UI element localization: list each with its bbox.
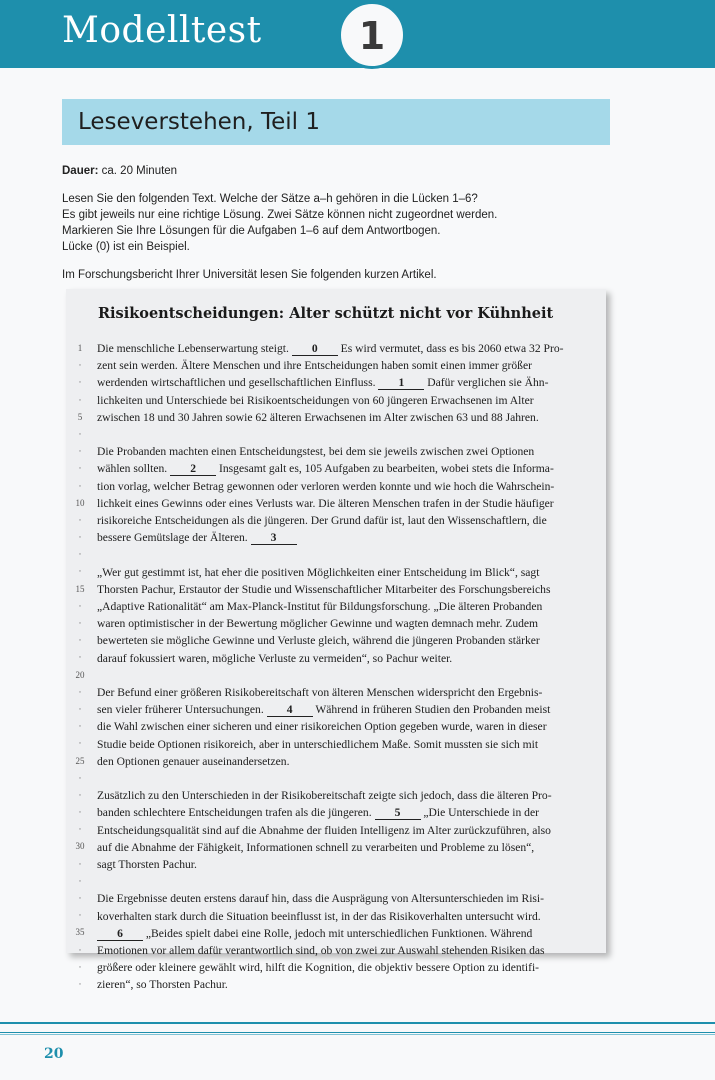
article-paragraph <box>97 340 581 426</box>
text-segment: sen vieler früherer Untersuchungen. <box>97 703 267 717</box>
line-number: · <box>78 721 82 732</box>
text-segment: den Optionen genauer auseinandersetzen. <box>97 754 290 768</box>
line-number: · <box>78 875 82 886</box>
text-segment: wählen sollten. <box>97 462 171 476</box>
gap-blank: 0 <box>292 342 338 356</box>
article-line <box>97 839 581 856</box>
article-line <box>97 632 581 649</box>
text-segment: Der Befund einer größeren Risikobereitschaft von älteren Menschen widerspricht den Ergebnis- <box>97 686 543 700</box>
article-paragraph <box>97 564 581 667</box>
line-number: · <box>78 394 82 405</box>
line-number: · <box>78 463 82 474</box>
article-line <box>97 684 581 701</box>
line-number: 1 <box>77 343 83 353</box>
article-line <box>97 822 581 839</box>
article-line <box>97 753 581 770</box>
line-number: · <box>78 635 82 646</box>
text-segment: „Adaptive Rationalität“ am Max-Planck-Institut für Bildungsforschung. „Die älteren Probanden <box>97 600 543 614</box>
article-line <box>97 856 581 873</box>
gap-blank: 2 <box>170 462 216 476</box>
section-title: Leseverstehen, Teil 1 <box>78 109 321 135</box>
context-line: Im Forschungsbericht Ihrer Universität lesen Sie folgenden kurzen Artikel. <box>62 269 437 281</box>
line-number: 20 <box>75 669 85 680</box>
article-line <box>97 340 581 357</box>
article-line <box>97 650 581 667</box>
line-number: · <box>78 360 82 371</box>
article-paragraph <box>97 890 581 993</box>
line-number: · <box>78 566 82 577</box>
article-line <box>97 615 581 632</box>
text-segment: tion vorlag, welcher Betrag gewonnen oder verloren werden konnte und wie hoch die Wahrschein- <box>97 479 555 493</box>
article-line <box>97 443 581 460</box>
text-segment: risikoreiche Entscheidungen als die jüngeren. Der Grund dafür ist, laut den Wissenschaftlern, die <box>97 514 547 528</box>
article-body <box>97 340 581 1011</box>
test-number-badge: 1 <box>338 1 406 69</box>
article-line <box>97 908 581 925</box>
page-number: 20 <box>44 1046 64 1062</box>
line-number: · <box>78 446 82 457</box>
line-number: · <box>78 910 82 921</box>
gap-blank: 1 <box>378 376 424 390</box>
article-paragraph <box>97 443 581 546</box>
line-number: · <box>78 480 82 491</box>
text-segment: zwischen 18 und 30 Jahren sowie 62 älteren Erwachsenen im Alter zwischen 63 und 88 Jahren. <box>97 410 539 424</box>
article-paragraph <box>97 684 581 770</box>
article-line <box>97 804 581 821</box>
text-segment: Die Ergebnisse deuten erstens darauf hin, dass die Ausprägung von Altersunterschieden im Risi- <box>97 892 545 906</box>
text-segment: lichkeiten und Unterschiede bei Risikoentscheidungen von 60 jüngeren Erwachsenen im Alter <box>97 393 534 407</box>
text-segment: bewerteten sie mögliche Gewinne und Verluste gleich, während die jüngeren Probanden stärker <box>97 634 540 648</box>
text-segment: Zusätzlich zu den Unterschieden in der Risikobereitschaft zeigte sich jedoch, dass die älteren Pro- <box>97 789 552 803</box>
article-line <box>97 959 581 976</box>
text-segment: „Beides spielt dabei eine Rolle, jedoch mit unterschiedlichen Funktionen. Während <box>143 926 533 940</box>
line-number: · <box>78 377 82 388</box>
line-numbers <box>70 340 90 993</box>
page-title: Modelltest <box>62 10 262 51</box>
article-line <box>97 598 581 615</box>
line-number: · <box>78 858 82 869</box>
article-line <box>97 976 581 993</box>
line-number: · <box>78 686 82 697</box>
line-number: 15 <box>75 583 85 594</box>
article-line <box>97 736 581 753</box>
article-line <box>97 460 581 477</box>
article-line <box>97 478 581 495</box>
instruction-line: Lesen Sie den folgenden Text. Welche der Sätze a–h gehören in die Lücken 1–6? <box>62 193 478 205</box>
article-line <box>97 787 581 804</box>
article-line <box>97 718 581 735</box>
text-segment: Insgesamt galt es, 105 Aufgaben zu bearbeiten, wobei stets die Informa- <box>216 462 554 476</box>
text-segment: größere oder kleinere gewählt wird, hilft die Kognition, die objektiv bessere Option zu identifi- <box>97 961 540 975</box>
line-number: · <box>78 549 82 560</box>
line-number: · <box>78 772 82 783</box>
line-number: · <box>78 738 82 749</box>
text-segment: zieren“, so Thorsten Pachur. <box>97 978 228 992</box>
article-line <box>97 529 581 546</box>
text-segment: koverhalten stark durch die Situation beeinflusst ist, in der das Risikoverhalten untersucht wird. <box>97 909 541 923</box>
gap-blank: 5 <box>375 806 421 820</box>
line-number: · <box>78 514 82 525</box>
line-number: · <box>78 600 82 611</box>
text-segment: zent sein werden. Ältere Menschen und ihre Entscheidungen haben somit einen immer größer <box>97 359 532 373</box>
article-line <box>97 392 581 409</box>
text-segment: banden schlechtere Entscheidungen trafen als die jüngeren. <box>97 806 375 820</box>
line-number: · <box>78 961 82 972</box>
article-line <box>97 374 581 391</box>
text-segment: werdenden wirtschaftlichen und gesellschaftlichen Einfluss. <box>97 376 379 390</box>
text-segment: auf die Abnahme der Fähigkeit, Informationen schnell zu verarbeiten und Probleme zu lösen“, <box>97 840 535 854</box>
footer-rule-thin <box>0 1034 715 1035</box>
article-paragraph <box>97 787 581 873</box>
gap-blank: 3 <box>251 531 297 545</box>
instruction-line: Es gibt jeweils nur eine richtige Lösung. Zwei Sätze können nicht zugeordnet werden. <box>62 209 498 221</box>
article-line <box>97 357 581 374</box>
line-number: · <box>78 807 82 818</box>
text-segment: waren optimistischer in der Bewertung möglicher Gewinne und wagten demnach mehr. Zudem <box>97 617 539 631</box>
text-segment: lichkeit eines Gewinns oder eines Verlusts war. Die älteren Menschen trafen in der Studie häufiger <box>97 496 554 510</box>
article-line <box>97 942 581 959</box>
line-number: · <box>78 703 82 714</box>
text-segment: Die menschliche Lebenserwartung steigt. <box>97 342 292 355</box>
instruction-line: Lücke (0) ist ein Beispiel. <box>62 241 190 253</box>
line-number: 35 <box>75 927 85 938</box>
article-line <box>97 925 581 942</box>
article-line <box>97 564 581 581</box>
footer-rule <box>0 1022 715 1033</box>
article-line <box>97 495 581 512</box>
text-segment: „Wer gut gestimmt ist, hat eher die positiven Möglichkeiten einer Entscheidung im Blick“, sagt <box>97 565 540 579</box>
line-number: · <box>78 824 82 835</box>
line-number: · <box>78 978 82 989</box>
line-number: · <box>78 532 82 543</box>
gap-blank: 4 <box>267 703 313 717</box>
header-rule <box>395 47 715 53</box>
line-number: 5 <box>77 411 83 422</box>
text-segment: die Wahl zwischen einer sicheren und einer risikoreichen Option gegeben wurde, waren in dieser <box>97 720 547 734</box>
line-number: · <box>78 789 82 800</box>
text-segment: Während in früheren Studien den Probanden meist <box>312 703 551 717</box>
instructions <box>62 163 622 283</box>
gap-blank: 6 <box>97 927 143 941</box>
article-title: Risikoentscheidungen: Alter schützt nicht vor Kühnheit <box>98 305 554 322</box>
article-line <box>97 512 581 529</box>
line-number: 10 <box>75 497 85 508</box>
text-segment: Dafür verglichen sie Ähn- <box>424 376 549 390</box>
text-segment: Die Probanden machten einen Entscheidungstest, bei dem sie jeweils zwischen zwei Optionen <box>97 445 535 459</box>
text-segment: darauf fokussiert waren, mögliche Verluste zu vermeiden“, so Pachur weiter. <box>97 651 453 665</box>
article-line <box>97 581 581 598</box>
duration-line <box>62 163 622 179</box>
text-segment: bessere Gemütslage der Älteren. <box>97 531 251 545</box>
line-number: · <box>78 893 82 903</box>
article-line <box>97 890 581 907</box>
instruction-line: Markieren Sie Ihre Lösungen für die Aufgaben 1–6 auf dem Antwortbogen. <box>62 225 441 237</box>
text-segment: Entscheidungsqualität sind auf die Abnahme der fluiden Intelligenz im Alter zurückzuführen, also <box>97 823 551 837</box>
article-line <box>97 409 581 426</box>
duration-value: ca. 20 Minuten <box>101 165 178 177</box>
line-number: · <box>78 652 82 663</box>
text-segment: „Die Unterschiede in der <box>420 806 539 820</box>
line-number: 30 <box>75 841 85 852</box>
text-segment: sagt Thorsten Pachur. <box>97 858 197 872</box>
article-line <box>97 701 581 718</box>
line-number: · <box>78 618 82 628</box>
line-number: · <box>78 944 82 955</box>
text-segment: Es wird vermutet, dass es bis 2060 etwa 32 Pro- <box>337 342 564 355</box>
duration-label: Dauer: <box>62 165 99 177</box>
text-segment: Thorsten Pachur, Erstautor der Studie und Wissenschaftlicher Mitarbeiter des Forschungsbereichs <box>97 582 551 596</box>
line-number: · <box>78 428 82 439</box>
text-segment: Studie beide Optionen risikoreich, aber in unterschiedlichem Maße. Somit mussten sie sich mit <box>97 737 539 751</box>
text-segment: Emotionen vor allem dafür verantwortlich sind, ob von zwei zur Auswahl stehenden Risiken das <box>97 944 545 958</box>
line-number: 25 <box>75 755 85 766</box>
